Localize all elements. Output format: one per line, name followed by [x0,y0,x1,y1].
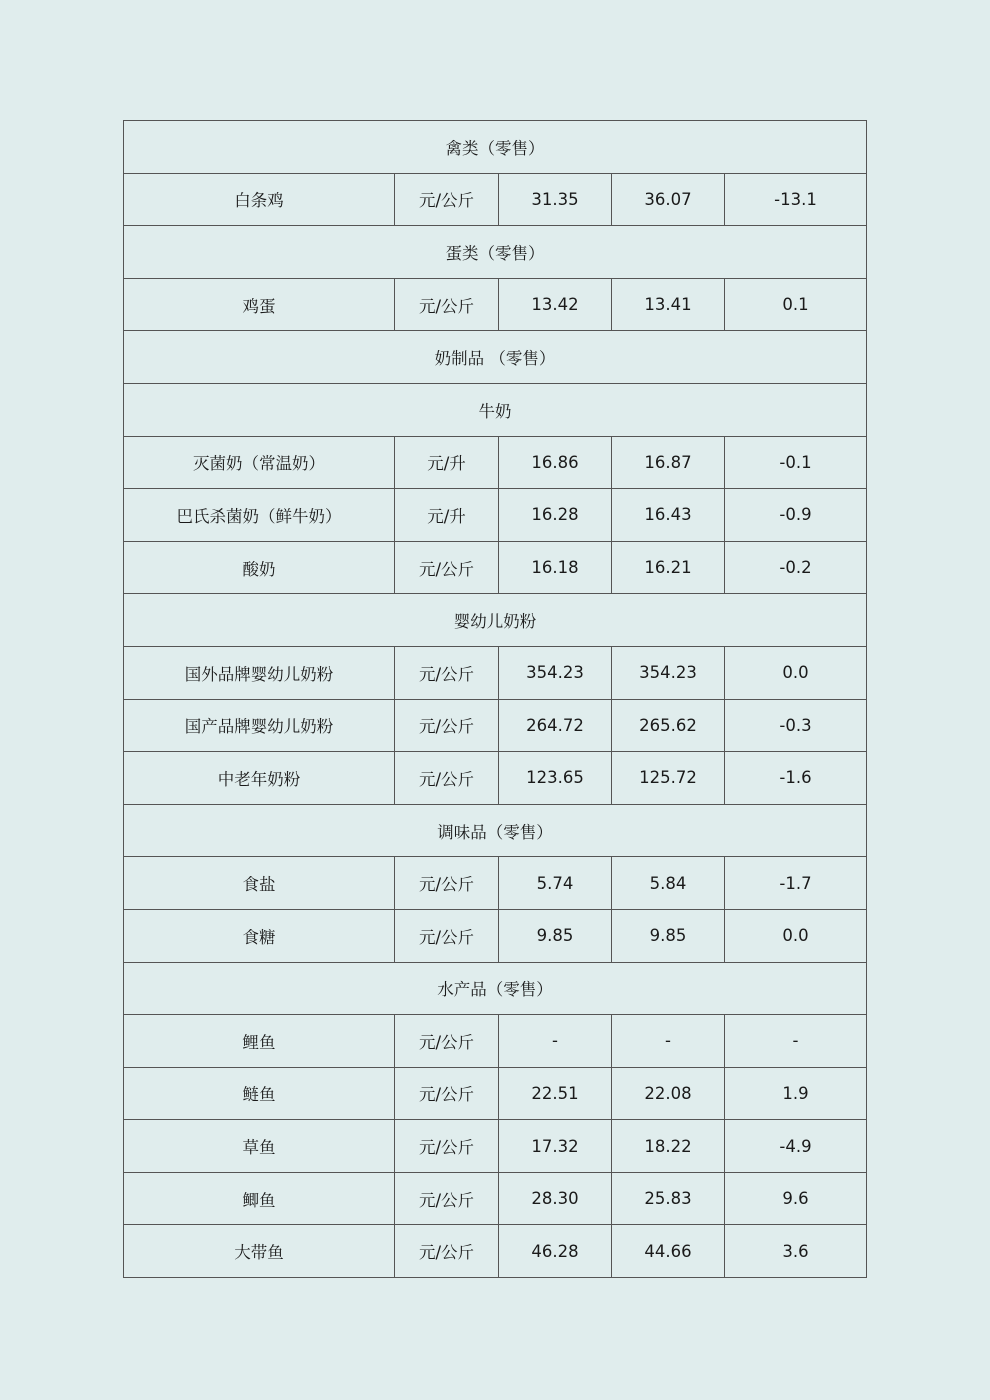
change-pct-cell: -0.1 [725,436,867,489]
table-row [124,752,867,805]
table-row [124,1225,867,1278]
unit-cell: 元/公斤 [395,752,499,805]
table-row [124,857,867,910]
unit-cell: 元/公斤 [395,278,499,331]
unit-cell: 元/公斤 [395,1067,499,1120]
item-name-cell: 国产品牌婴幼儿奶粉 [124,699,395,752]
previous-price-cell: 22.08 [612,1067,725,1120]
change-pct-cell: 0.1 [725,278,867,331]
current-price-cell: 17.32 [499,1120,612,1173]
previous-price-cell: 354.23 [612,646,725,699]
item-name-cell: 鸡蛋 [124,278,395,331]
previous-price-cell: - [612,1015,725,1068]
unit-cell: 元/公斤 [395,1015,499,1068]
change-pct-cell: 3.6 [725,1225,867,1278]
change-pct-cell: -4.9 [725,1120,867,1173]
change-pct-cell: -0.3 [725,699,867,752]
table-body [124,121,867,1278]
item-name-cell: 酸奶 [124,541,395,594]
price-table [123,120,867,1278]
item-name-cell: 灭菌奶（常温奶） [124,436,395,489]
item-name-cell: 巴氏杀菌奶（鲜牛奶） [124,489,395,542]
table-row [124,1172,867,1225]
table-row [124,278,867,331]
previous-price-cell: 125.72 [612,752,725,805]
item-name-cell: 国外品牌婴幼儿奶粉 [124,646,395,699]
section-header-row [124,962,867,1015]
item-name-cell: 草鱼 [124,1120,395,1173]
current-price-cell: 13.42 [499,278,612,331]
current-price-cell: 46.28 [499,1225,612,1278]
current-price-cell: 354.23 [499,646,612,699]
unit-cell: 元/公斤 [395,541,499,594]
previous-price-cell: 18.22 [612,1120,725,1173]
section-title: 奶制品 （零售） [124,331,867,384]
current-price-cell: 9.85 [499,909,612,962]
unit-cell: 元/公斤 [395,699,499,752]
previous-price-cell: 16.43 [612,489,725,542]
unit-cell: 元/公斤 [395,646,499,699]
table-row [124,489,867,542]
change-pct-cell: - [725,1015,867,1068]
unit-cell: 元/公斤 [395,173,499,226]
change-pct-cell: 0.0 [725,909,867,962]
table-row [124,699,867,752]
change-pct-cell: 9.6 [725,1172,867,1225]
item-name-cell: 大带鱼 [124,1225,395,1278]
section-header-row [124,383,867,436]
current-price-cell: 5.74 [499,857,612,910]
item-name-cell: 食糖 [124,909,395,962]
previous-price-cell: 13.41 [612,278,725,331]
current-price-cell: 28.30 [499,1172,612,1225]
table-row [124,1120,867,1173]
previous-price-cell: 265.62 [612,699,725,752]
change-pct-cell: 1.9 [725,1067,867,1120]
section-title: 水产品（零售） [124,962,867,1015]
section-header-row [124,331,867,384]
current-price-cell: 123.65 [499,752,612,805]
previous-price-cell: 9.85 [612,909,725,962]
item-name-cell: 鲫鱼 [124,1172,395,1225]
previous-price-cell: 16.21 [612,541,725,594]
section-header-row [124,226,867,279]
section-title: 蛋类（零售） [124,226,867,279]
section-title: 调味品（零售） [124,804,867,857]
current-price-cell: 31.35 [499,173,612,226]
change-pct-cell: -1.6 [725,752,867,805]
section-header-row [124,594,867,647]
current-price-cell: 22.51 [499,1067,612,1120]
previous-price-cell: 44.66 [612,1225,725,1278]
previous-price-cell: 16.87 [612,436,725,489]
unit-cell: 元/公斤 [395,1172,499,1225]
table-row [124,541,867,594]
section-header-row [124,121,867,174]
unit-cell: 元/升 [395,436,499,489]
previous-price-cell: 36.07 [612,173,725,226]
unit-cell: 元/升 [395,489,499,542]
table-row [124,646,867,699]
item-name-cell: 食盐 [124,857,395,910]
current-price-cell: 16.18 [499,541,612,594]
change-pct-cell: 0.0 [725,646,867,699]
current-price-cell: 16.28 [499,489,612,542]
current-price-cell: 16.86 [499,436,612,489]
unit-cell: 元/公斤 [395,857,499,910]
change-pct-cell: -13.1 [725,173,867,226]
change-pct-cell: -0.9 [725,489,867,542]
item-name-cell: 中老年奶粉 [124,752,395,805]
unit-cell: 元/公斤 [395,1225,499,1278]
change-pct-cell: -0.2 [725,541,867,594]
section-title: 禽类（零售） [124,121,867,174]
unit-cell: 元/公斤 [395,1120,499,1173]
item-name-cell: 鲤鱼 [124,1015,395,1068]
current-price-cell: 264.72 [499,699,612,752]
unit-cell: 元/公斤 [395,909,499,962]
previous-price-cell: 5.84 [612,857,725,910]
section-title: 牛奶 [124,383,867,436]
table-row [124,1067,867,1120]
current-price-cell: - [499,1015,612,1068]
table-row [124,436,867,489]
previous-price-cell: 25.83 [612,1172,725,1225]
item-name-cell: 鲢鱼 [124,1067,395,1120]
table-row [124,909,867,962]
table-row [124,173,867,226]
table-row [124,1015,867,1068]
section-title: 婴幼儿奶粉 [124,594,867,647]
change-pct-cell: -1.7 [725,857,867,910]
section-header-row [124,804,867,857]
item-name-cell: 白条鸡 [124,173,395,226]
